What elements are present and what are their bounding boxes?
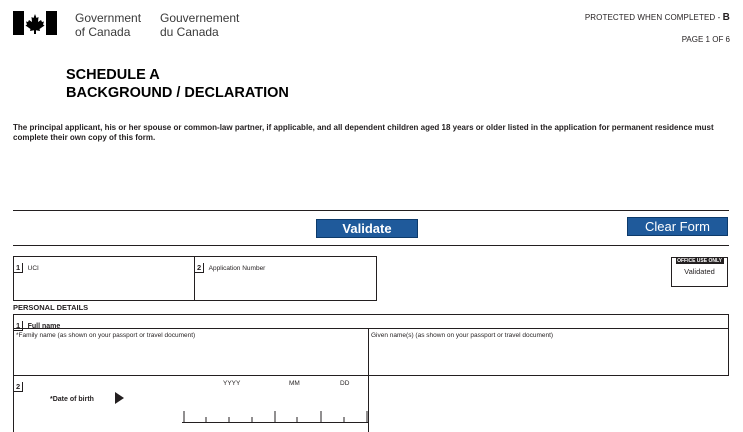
application-number-box	[194, 256, 377, 301]
dob-number: 2	[14, 382, 23, 392]
given-name-input[interactable]	[373, 345, 727, 373]
family-name-input[interactable]	[18, 345, 368, 373]
page-title	[66, 66, 289, 102]
uci-input[interactable]	[18, 271, 192, 297]
dob-box	[13, 375, 369, 432]
dob-yyyy: YYYY	[223, 380, 241, 387]
office-use-box	[671, 257, 728, 287]
intro-text: The principal applicant, his or her spouse or common-law partner, if applicable, and all dependent children aged 18 years or older listed in the application for permanent residence must complete their own copy of this form.	[13, 123, 714, 142]
dob-mm: MM	[289, 380, 300, 387]
protected-text: PROTECTED WHEN COMPLETED -	[584, 13, 723, 22]
full-name-number: 1	[14, 321, 23, 331]
validate-button[interactable]: Validate	[316, 219, 418, 238]
family-name-label: *Family name (as shown on your passport or travel document)	[16, 332, 196, 339]
gov-fr-line2: du Canada	[160, 25, 219, 39]
uci-box	[13, 256, 195, 301]
appnum-label: Application Number	[208, 265, 266, 272]
government-of-canada-fr	[160, 11, 239, 39]
appnum-number: 2	[195, 263, 204, 273]
application-number-input[interactable]	[199, 271, 373, 297]
arrow-right-icon	[115, 392, 124, 404]
title-line1: SCHEDULE A	[66, 67, 160, 83]
protected-letter: B	[722, 12, 730, 23]
personal-details-heading: PERSONAL DETAILS	[13, 303, 89, 312]
given-name-label: Given name(s) (as shown on your passport or travel document)	[371, 332, 554, 339]
gov-en-line2: of Canada	[75, 25, 131, 39]
title-line2: BACKGROUND / DECLARATION	[66, 85, 289, 101]
full-name-row	[13, 314, 729, 329]
full-name-label: Full name	[27, 323, 61, 330]
protected-label	[585, 12, 730, 23]
given-name-box	[368, 328, 729, 376]
page-number: PAGE 1 OF 6	[681, 35, 730, 44]
uci-number: 1	[14, 263, 23, 273]
dob-dd: DD	[340, 380, 350, 387]
office-use-heading: OFFICE USE ONLY	[677, 258, 722, 264]
clear-form-button[interactable]: Clear Form	[627, 217, 728, 236]
family-name-box	[13, 328, 369, 376]
dob-input-ticks[interactable]	[182, 409, 368, 423]
office-use-status: Validated	[684, 267, 715, 276]
gov-fr-line1: Gouvernement	[160, 11, 240, 25]
government-of-canada-en	[75, 11, 141, 39]
divider-bottom	[13, 245, 729, 246]
divider-top	[13, 210, 729, 211]
gov-en-line1: Government	[75, 11, 142, 25]
canada-flag-logo	[13, 11, 57, 35]
dob-label: *Date of birth	[50, 396, 94, 403]
uci-label: UCI	[27, 265, 39, 272]
